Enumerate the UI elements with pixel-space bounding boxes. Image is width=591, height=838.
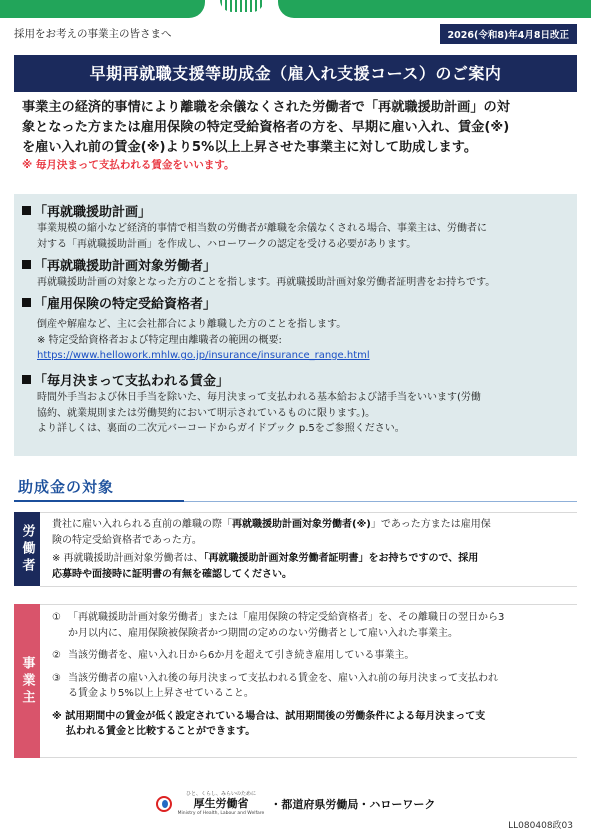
mhlw-logo-icon [156, 796, 172, 812]
definition-text: 再就職援助計画の対象となった方のことを指します。再就職援助計画対象労働者証明書をお持ちです。 [37, 277, 496, 288]
section-divider [184, 501, 577, 502]
mhlw-logo: ひと、くらし、みらいのために 厚生労働省 Ministry of Health, Labour and Welfare [177, 791, 265, 816]
audience-text: 採用をお考えの事業主の皆さまへ [14, 28, 172, 40]
definition-heading: 「再就職援助計画対象労働者」 [34, 259, 217, 274]
worker-criteria [40, 512, 577, 587]
revision-badge: 2026(令和8)年4月8日改正 [440, 24, 577, 44]
square-bullet-icon [22, 260, 31, 269]
definition-text: ※ 特定受給資格者および特定理由離職者の範囲の概要: [37, 334, 282, 346]
document-code: LL080408政03 [508, 821, 573, 831]
square-bullet-icon [22, 375, 31, 384]
definition-text: 対する「再就職援助計画」を作成し、ハローワークの認定を受ける必要があります。 [37, 238, 417, 250]
worker-text-line: 険の特定受給資格者であった方。 [52, 534, 202, 546]
employer-criteria [40, 604, 577, 758]
intro-note: ※ 毎月決まって支払われる賃金をいいます。 [22, 159, 235, 171]
intro-text [22, 98, 569, 158]
footer-text: ・都道府県労働局・ハローワーク [270, 798, 436, 811]
definition-heading: 「再就職援助計画」 [34, 205, 152, 220]
employer-item: ② 当該労働者を、雇い入れ日から6か月を超えて引き続き雇用している事業主。 [52, 650, 415, 661]
worker-tag: 労働者 [14, 512, 40, 586]
definition-heading: 「毎月決まって支払われる賃金」 [34, 374, 230, 389]
definitions-box [14, 194, 577, 456]
definition-text: 時間外手当および休日手当を除いた、毎月決まって支払われる基本給および諸手当をいいます(労働 [37, 392, 481, 403]
definition-heading: 「雇用保険の特定受給資格者」 [34, 297, 217, 312]
definition-text: 協約、就業規則または労働契約において明示されているものに限ります。)。 [37, 407, 376, 419]
header-row [14, 24, 577, 42]
insurance-range-link[interactable]: https://www.hellowork.mhlw.go.jp/insurance/insurance_range.html [37, 350, 370, 361]
employer-item: ① 「再就職援助計画対象労働者」または「雇用保険の特定受給資格者」を、その離職日の翌日から3 か月以内に、雇用保険被保険者かつ期間の定めのない労働者として雇い入れた事業主。 [52, 612, 505, 639]
definition-plan [22, 204, 567, 252]
square-bullet-icon [22, 298, 31, 307]
worker-note-line: 応募時や面接時に証明書の有無を確認してください。 [52, 568, 292, 580]
section-underline [14, 500, 184, 502]
intro-line-1: 事業主の経済的事情により離職を余儀なくされた労働者で「再就職援助計画」の対 [22, 100, 510, 115]
employer-note: ※ 試用期間中の賃金が低く設定されている場合は、試用期間後の労働条件による毎月決まって支 払われる賃金と比較することができます。 [52, 710, 486, 737]
footer [0, 789, 591, 819]
definition-text: 事業規模の縮小など経済的事情で相当数の労働者が離職を余儀なくされる場合、事業主は、労働者に [37, 223, 487, 234]
definition-text: 倒産や解雇など、主に会社都合により離職した方のことを指します。 [37, 319, 347, 330]
intro-line-2: 象となった方または雇用保険の特定受給資格者の方を、早期に雇い入れ、賃金(※) [22, 120, 510, 135]
definition-monthly-wage [22, 373, 567, 437]
square-bullet-icon [22, 206, 31, 215]
definition-text: より詳しくは、裏面の二次元バーコードからガイドブック p.5をご参照ください。 [37, 423, 405, 434]
worker-text-line: 貴社に雇い入れられる直前の離職の際「再就職援助計画対象労働者(※)」であった方または雇用保 [52, 519, 491, 530]
page-title: 早期再就職支援等助成金（雇入れ支援コース）のご案内 [14, 55, 577, 92]
definition-qualified-recipient [22, 296, 567, 364]
section-title: 助成金の対象 [18, 478, 115, 496]
worker-note: ※ 再就職援助計画対象労働者は、「再就職援助計画対象労働者証明書」をお持ちですので、採用 [52, 553, 479, 564]
employer-tag: 事業主 [14, 604, 40, 758]
intro-line-3: を雇い入れ前の賃金(※)より5%以上上昇させた事業主に対して助成します。 [22, 140, 478, 155]
employer-item: ③ 当該労働者の雇い入れ後の毎月決まって支払われる賃金を、雇い入れ前の毎月決まって支払われ る賃金より5%以上上昇させていること。 [52, 672, 498, 699]
definition-plan-worker [22, 258, 567, 291]
top-decoration [0, 0, 591, 18]
